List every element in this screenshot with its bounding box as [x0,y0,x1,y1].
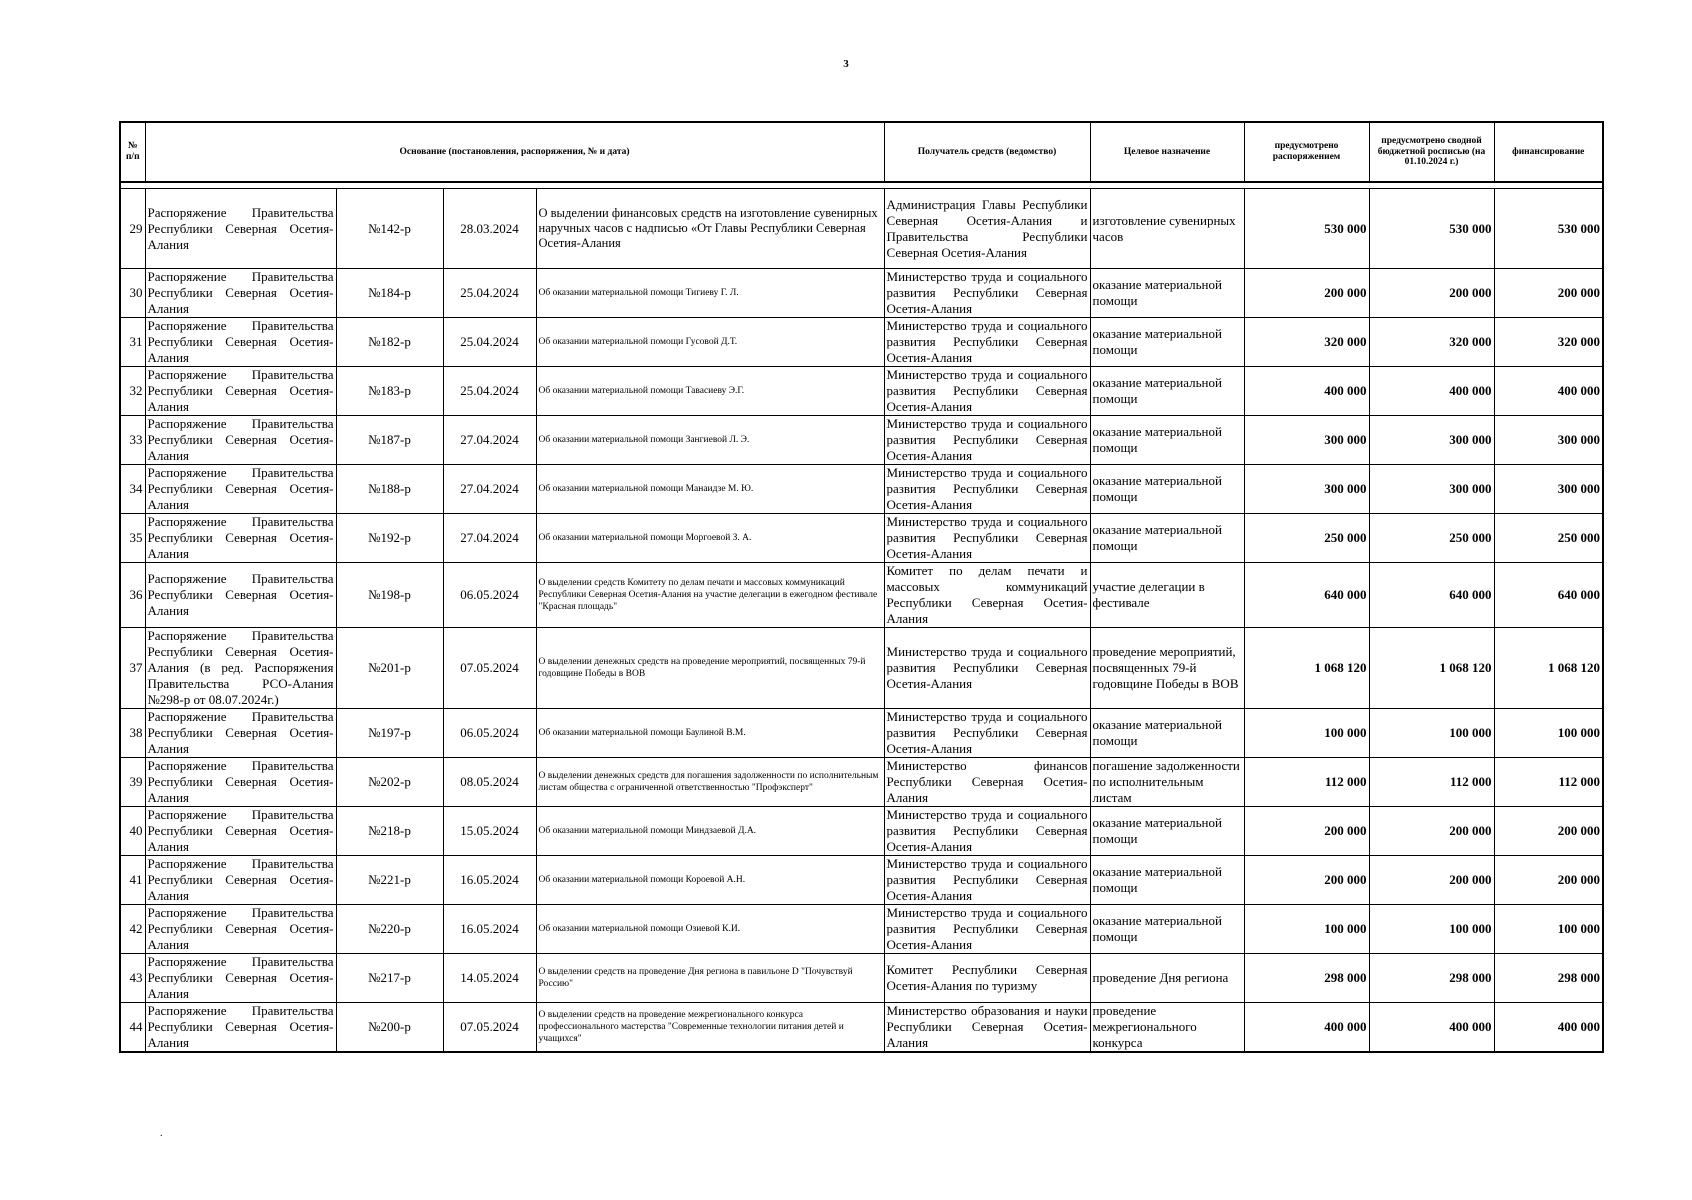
document-subject: Об оказании материальной помощи Зангиевой Л. Э. [536,416,884,465]
financed-amount: 100 000 [1494,709,1603,758]
financed-amount: 250 000 [1494,514,1603,563]
planned-amount: 400 000 [1244,1003,1369,1053]
purpose: оказание материальной помощи [1090,514,1244,563]
budget-amount: 300 000 [1369,416,1494,465]
table-row [120,269,1603,318]
recipient: Министерство труда и социального развития Республики Северная Осетия-Алания [884,514,1090,563]
header-recipient: Получатель средств (ведомство) [884,122,1090,182]
document-subject: Об оказании материальной помощи Гусовой Д.Т. [536,318,884,367]
row-number: 29 [120,189,145,269]
planned-amount: 320 000 [1244,318,1369,367]
purpose: оказание материальной помощи [1090,318,1244,367]
document-date: 06.05.2024 [443,709,536,758]
basis-text: Распоряжение Правительства Республики Северная Осетия-Алания [145,758,336,807]
recipient: Комитет Республики Северная Осетия-Алания по туризму [884,954,1090,1003]
budget-amount: 298 000 [1369,954,1494,1003]
budget-allocation-table [119,121,1604,1053]
purpose: оказание материальной помощи [1090,856,1244,905]
recipient: Администрация Главы Республики Северная Осетия-Алания и Правительства Республики Северная Осетия-Алания [884,189,1090,269]
recipient: Министерство труда и социального развития Республики Северная Осетия-Алания [884,628,1090,709]
basis-text: Распоряжение Правительства Республики Северная Осетия-Алания [145,954,336,1003]
planned-amount: 300 000 [1244,416,1369,465]
table-row [120,856,1603,905]
document-subject: Об оказании материальной помощи Короевой А.Н. [536,856,884,905]
recipient: Министерство труда и социального развития Республики Северная Осетия-Алания [884,856,1090,905]
document-number: №192-р [336,514,443,563]
document-subject: О выделении средств на проведение межрегионального конкурса профессионального мастерства "Современные технологии питания детей и учащихся" [536,1003,884,1053]
row-number: 32 [120,367,145,416]
financed-amount: 530 000 [1494,189,1603,269]
budget-amount: 530 000 [1369,189,1494,269]
planned-amount: 112 000 [1244,758,1369,807]
scan-mark: . [160,1128,163,1139]
document-subject: Об оказании материальной помощи Баулиной В.М. [536,709,884,758]
recipient: Министерство труда и социального развития Республики Северная Осетия-Алания [884,416,1090,465]
purpose: оказание материальной помощи [1090,905,1244,954]
planned-amount: 200 000 [1244,807,1369,856]
document-subject: Об оказании материальной помощи Озиевой К.И. [536,905,884,954]
recipient: Министерство труда и социального развития Республики Северная Осетия-Алания [884,318,1090,367]
document-number: №182-р [336,318,443,367]
planned-amount: 100 000 [1244,709,1369,758]
table-row [120,758,1603,807]
budget-amount: 100 000 [1369,905,1494,954]
financed-amount: 400 000 [1494,367,1603,416]
budget-amount: 300 000 [1369,465,1494,514]
recipient: Комитет по делам печати и массовых коммуникаций Республики Северная Осетия-Алания [884,563,1090,628]
document-date: 06.05.2024 [443,563,536,628]
document-number: №217-р [336,954,443,1003]
basis-text: Распоряжение Правительства Республики Северная Осетия-Алания [145,269,336,318]
header-planned: предусмотрено распоряжением [1244,122,1369,182]
row-number: 41 [120,856,145,905]
header-basis: Основание (постановления, распоряжения, № и дата) [145,122,884,182]
basis-text: Распоряжение Правительства Республики Северная Осетия-Алания [145,905,336,954]
budget-amount: 1 068 120 [1369,628,1494,709]
planned-amount: 300 000 [1244,465,1369,514]
purpose: оказание материальной помощи [1090,367,1244,416]
header-purpose: Целевое назначение [1090,122,1244,182]
row-number: 44 [120,1003,145,1053]
document-number: №188-р [336,465,443,514]
planned-amount: 100 000 [1244,905,1369,954]
document-number: №201-р [336,628,443,709]
budget-amount: 250 000 [1369,514,1494,563]
table-row [120,416,1603,465]
financed-amount: 1 068 120 [1494,628,1603,709]
document-number: №183-р [336,367,443,416]
recipient: Министерство финансов Республики Северная Осетия-Алания [884,758,1090,807]
financed-amount: 400 000 [1494,1003,1603,1053]
document-subject: О выделении денежных средств на проведение мероприятий, посвященных 79-й годовщине Победы в ВОВ [536,628,884,709]
budget-amount: 320 000 [1369,318,1494,367]
planned-amount: 200 000 [1244,856,1369,905]
purpose: оказание материальной помощи [1090,709,1244,758]
document-number: №184-р [336,269,443,318]
budget-amount: 400 000 [1369,367,1494,416]
document-subject: О выделении денежных средств для погашения задолженности по исполнительным листам общества с ограниченной ответственностью "Профэксперт" [536,758,884,807]
document-number: №187-р [336,416,443,465]
table-row [120,367,1603,416]
document-number: №197-р [336,709,443,758]
basis-text: Распоряжение Правительства Республики Северная Осетия-Алания (в ред. Распоряжения Правительства РСО-Алания №298-р от 08.07.2024г.) [145,628,336,709]
table-row [120,465,1603,514]
table-row [120,954,1603,1003]
financed-amount: 112 000 [1494,758,1603,807]
planned-amount: 530 000 [1244,189,1369,269]
row-number: 36 [120,563,145,628]
planned-amount: 1 068 120 [1244,628,1369,709]
budget-amount: 200 000 [1369,807,1494,856]
document-date: 16.05.2024 [443,856,536,905]
header-budget: предусмотрено сводной бюджетной росписью (на 01.10.2024 г.) [1369,122,1494,182]
basis-text: Распоряжение Правительства Республики Северная Осетия-Алания [145,807,336,856]
row-number: 37 [120,628,145,709]
basis-text: Распоряжение Правительства Республики Северная Осетия-Алания [145,563,336,628]
row-number: 38 [120,709,145,758]
purpose: оказание материальной помощи [1090,269,1244,318]
document-date: 27.04.2024 [443,465,536,514]
document-date: 27.04.2024 [443,416,536,465]
budget-amount: 200 000 [1369,269,1494,318]
document-subject: Об оказании материальной помощи Тигиеву Г. Л. [536,269,884,318]
planned-amount: 298 000 [1244,954,1369,1003]
purpose: оказание материальной помощи [1090,807,1244,856]
budget-amount: 400 000 [1369,1003,1494,1053]
table-row [120,1003,1603,1053]
table-row [120,709,1603,758]
table-row [120,807,1603,856]
document-subject: О выделении финансовых средств на изготовление сувенирных наручных часов с надписью «От Главы Республики Северная Осетия-Алания [536,189,884,269]
row-number: 33 [120,416,145,465]
financed-amount: 298 000 [1494,954,1603,1003]
document-date: 07.05.2024 [443,628,536,709]
budget-amount: 640 000 [1369,563,1494,628]
purpose: погашение задолженности по исполнительным листам [1090,758,1244,807]
table-row [120,563,1603,628]
table-header-row [120,122,1603,182]
purpose: проведение Дня региона [1090,954,1244,1003]
document-date: 16.05.2024 [443,905,536,954]
document-date: 08.05.2024 [443,758,536,807]
basis-text: Распоряжение Правительства Республики Северная Осетия-Алания [145,1003,336,1053]
document-number: №220-р [336,905,443,954]
recipient: Министерство труда и социального развития Республики Северная Осетия-Алания [884,905,1090,954]
recipient: Министерство труда и социального развития Республики Северная Осетия-Алания [884,367,1090,416]
document-date: 25.04.2024 [443,269,536,318]
table-row [120,905,1603,954]
page-number: 3 [843,58,849,70]
basis-text: Распоряжение Правительства Республики Северная Осетия-Алания [145,416,336,465]
basis-text: Распоряжение Правительства Республики Северная Осетия-Алания [145,709,336,758]
financed-amount: 200 000 [1494,269,1603,318]
document-date: 14.05.2024 [443,954,536,1003]
document-number: №202-р [336,758,443,807]
purpose: проведение мероприятий, посвященных 79-й годовщине Победы в ВОВ [1090,628,1244,709]
financed-amount: 300 000 [1494,416,1603,465]
basis-text: Распоряжение Правительства Республики Северная Осетия-Алания [145,318,336,367]
table-row [120,189,1603,269]
basis-text: Распоряжение Правительства Республики Северная Осетия-Алания [145,465,336,514]
document-subject: Об оказании материальной помощи Моргоевой З. А. [536,514,884,563]
header-num: № п/п [120,122,145,182]
budget-amount: 200 000 [1369,856,1494,905]
document-subject: О выделении средств на проведение Дня региона в павильоне D "Почувствуй Россию" [536,954,884,1003]
financed-amount: 200 000 [1494,807,1603,856]
document-number: №221-р [336,856,443,905]
row-number: 40 [120,807,145,856]
row-number: 34 [120,465,145,514]
financed-amount: 200 000 [1494,856,1603,905]
purpose: участие делегации в фестивале [1090,563,1244,628]
planned-amount: 250 000 [1244,514,1369,563]
planned-amount: 200 000 [1244,269,1369,318]
document-subject: Об оказании материальной помощи Манаидзе М. Ю. [536,465,884,514]
financed-amount: 320 000 [1494,318,1603,367]
basis-text: Распоряжение Правительства Республики Северная Осетия-Алания [145,189,336,269]
document-date: 25.04.2024 [443,318,536,367]
recipient: Министерство труда и социального развития Республики Северная Осетия-Алания [884,709,1090,758]
recipient: Министерство труда и социального развития Республики Северная Осетия-Алания [884,807,1090,856]
row-number: 31 [120,318,145,367]
document-number: №200-р [336,1003,443,1053]
recipient: Министерство труда и социального развития Республики Северная Осетия-Алания [884,269,1090,318]
row-number: 39 [120,758,145,807]
basis-text: Распоряжение Правительства Республики Северная Осетия-Алания [145,367,336,416]
table-row [120,318,1603,367]
document-subject: Об оказании материальной помощи Миндзаевой Д.А. [536,807,884,856]
document-number: №142-р [336,189,443,269]
recipient: Министерство труда и социального развития Республики Северная Осетия-Алания [884,465,1090,514]
financed-amount: 640 000 [1494,563,1603,628]
financed-amount: 100 000 [1494,905,1603,954]
table-row [120,514,1603,563]
row-number: 35 [120,514,145,563]
budget-amount: 112 000 [1369,758,1494,807]
purpose: оказание материальной помощи [1090,465,1244,514]
planned-amount: 640 000 [1244,563,1369,628]
row-number: 42 [120,905,145,954]
basis-text: Распоряжение Правительства Республики Северная Осетия-Алания [145,856,336,905]
document-date: 27.04.2024 [443,514,536,563]
financed-amount: 300 000 [1494,465,1603,514]
purpose: оказание материальной помощи [1090,416,1244,465]
basis-text: Распоряжение Правительства Республики Северная Осетия-Алания [145,514,336,563]
row-number: 30 [120,269,145,318]
recipient: Министерство образования и науки Республики Северная Осетия-Алания [884,1003,1090,1053]
budget-amount: 100 000 [1369,709,1494,758]
document-date: 07.05.2024 [443,1003,536,1053]
purpose: изготовление сувенирных часов [1090,189,1244,269]
row-number: 43 [120,954,145,1003]
header-financed: финансирование [1494,122,1603,182]
document-date: 28.03.2024 [443,189,536,269]
document-date: 25.04.2024 [443,367,536,416]
document-date: 15.05.2024 [443,807,536,856]
document-number: №218-р [336,807,443,856]
planned-amount: 400 000 [1244,367,1369,416]
document-subject: Об оказании материальной помощи Тавасиеву Э.Г. [536,367,884,416]
table-row [120,628,1603,709]
document-number: №198-р [336,563,443,628]
purpose: проведение межрегионального конкурса [1090,1003,1244,1053]
document-subject: О выделении средств Комитету по делам печати и массовых коммуникаций Республики Северная Осетия-Алания на участие делегации в ежегодном фестивале "Красная площадь" [536,563,884,628]
